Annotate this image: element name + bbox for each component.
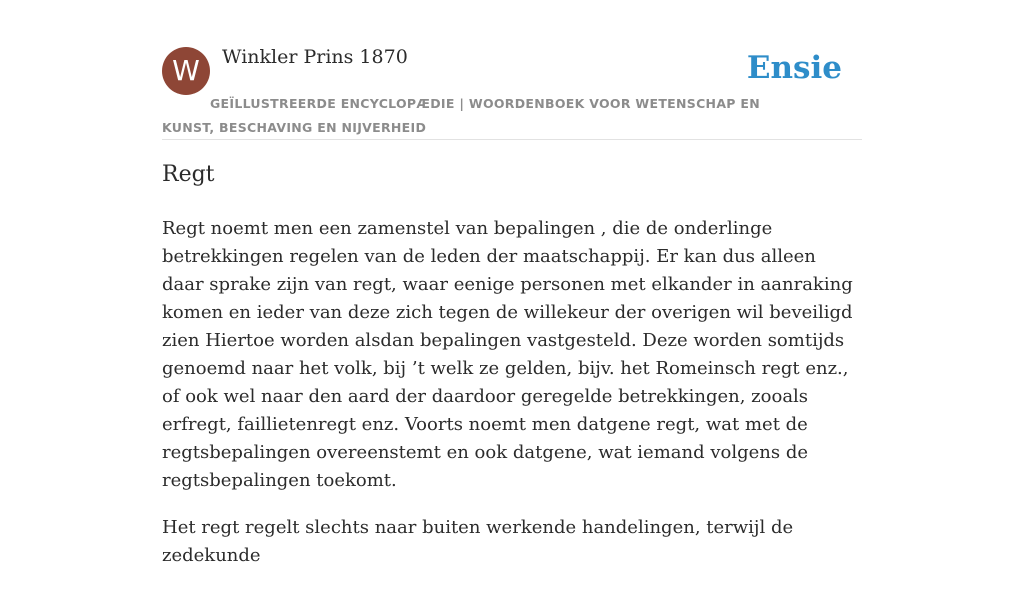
entry-body	[162, 215, 862, 589]
brand-logo-link[interactable]: Ensie	[746, 50, 842, 86]
entry-title: Regt	[162, 162, 215, 187]
source-title[interactable]: Winkler Prins 1870	[222, 46, 408, 68]
source-avatar: W	[162, 47, 210, 95]
body-paragraph: Regt noemt men een zamenstel van bepalingen , die de onderlinge betrekkingen regelen van de leden der maatschappij. Er kan dus alleen daar sprake zijn van regt, waar eenige personen met elkander in aanraking komen en ieder van deze zich tegen de willekeur der overigen wil beveiligd zien Hiertoe worden alsdan bepalingen vastgesteld. Deze worden somtijds genoemd naar het volk, bij ’t welk ze gelden, bijv. het Romeinsch regt enz., of ook wel naar den aard der daardoor geregelde betrekkingen, zooals erfregt, faillietenregt enz. Voorts noemt men datgene regt, wat met de regtsbepalingen overeenstemt en ook datgene, wat iemand volgens de regtsbepalingen toekomt.	[162, 218, 853, 491]
source-header	[162, 44, 862, 140]
source-subtitle: GEÏLLUSTREERDE ENCYCLOPÆDIE | WOORDENBOEK VOOR WETENSCHAP EN KUNST, BESCHAVING EN NIJVERHEID	[162, 96, 760, 135]
body-paragraph: Het regt regelt slechts naar buiten werkende handelingen, terwijl de zedekunde	[162, 517, 794, 566]
